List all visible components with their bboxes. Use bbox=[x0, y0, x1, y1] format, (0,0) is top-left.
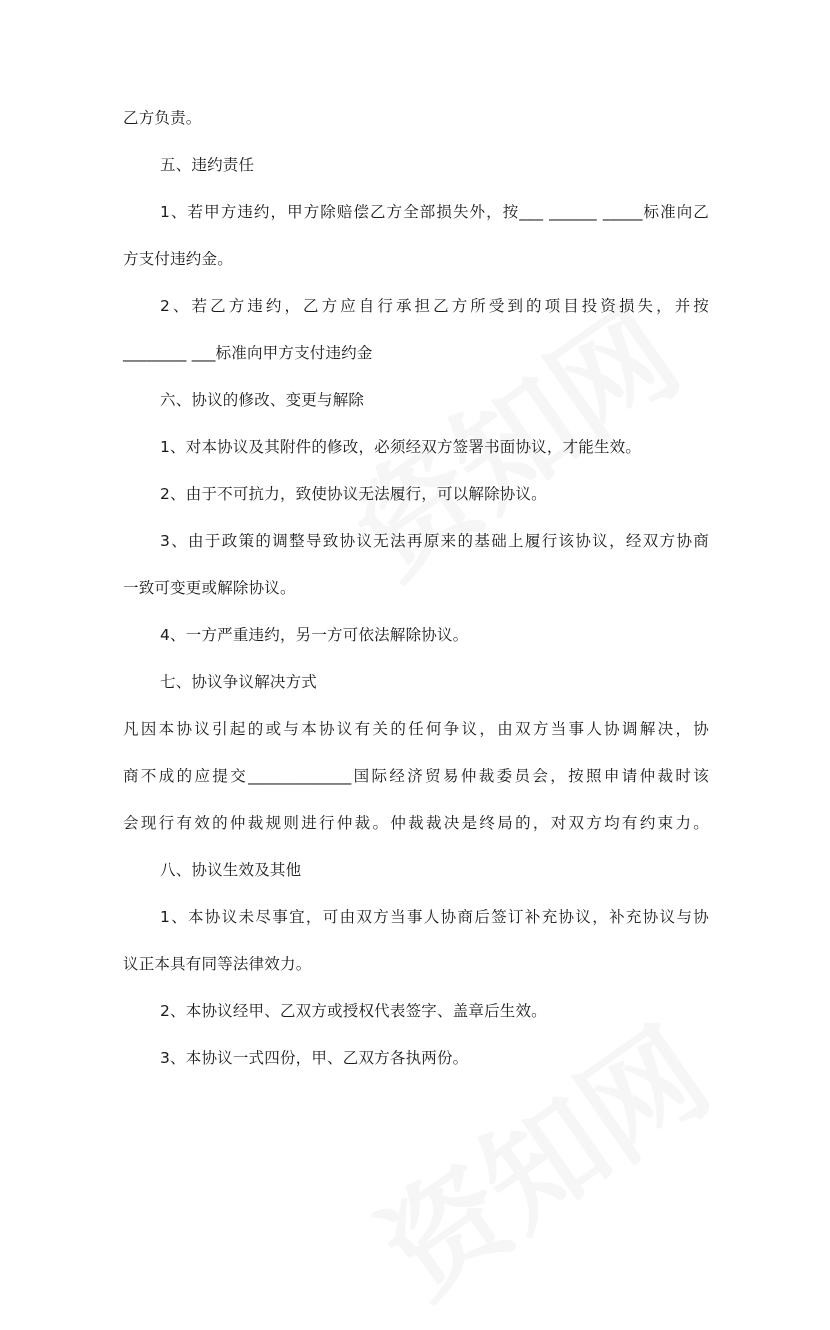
paragraph-line: 1、对本协议及其附件的修改，必须经双方签署书面协议，才能生效。 bbox=[160, 438, 642, 456]
paragraph-line: 议正本具有同等法律效力。 bbox=[123, 955, 312, 973]
paragraph-line: 2、本协议经甲、乙双方或授权代表签字、盖章后生效。 bbox=[160, 1002, 547, 1020]
paragraph-line: 4、一方严重违约，另一方可依法解除协议。 bbox=[160, 626, 469, 644]
section-heading: 八、协议生效及其他 bbox=[160, 861, 302, 879]
paragraph-line: 会现行有效的仲裁规则进行仲裁。仲裁裁决是终局的，对双方均有约束力。 bbox=[123, 814, 709, 832]
section-heading: 六、协议的修改、变更与解除 bbox=[160, 391, 365, 409]
paragraph-line: 3、本协议一式四份，甲、乙双方各执两份。 bbox=[160, 1049, 469, 1067]
paragraph-line: 1、本协议未尽事宜，可由双方当事人协商后签订补充协议，补充协议与协 bbox=[160, 908, 709, 926]
section-heading: 七、协议争议解决方式 bbox=[160, 673, 318, 691]
paragraph-line: 3、由于政策的调整导致协议无法再原来的基础上履行该协议，经双方协商 bbox=[160, 532, 709, 550]
paragraph-line: 2、由于不可抗力，致使协议无法履行，可以解除协议。 bbox=[160, 485, 547, 503]
paragraph-line: 乙方负责。 bbox=[123, 109, 202, 127]
paragraph-line: ________ ___标准向甲方支付违约金 bbox=[123, 344, 373, 362]
paragraph-line: 商不成的应提交_____________国际经济贸易仲裁委员会，按照申请仲裁时该 bbox=[123, 767, 709, 785]
paragraph-line: 凡因本协议引起的或与本协议有关的任何争议，由双方当事人协调解决，协 bbox=[123, 720, 709, 738]
paragraph-line: 方支付违约金。 bbox=[123, 250, 233, 268]
section-heading: 五、违约责任 bbox=[160, 156, 255, 174]
paragraph-line: 一致可变更或解除协议。 bbox=[123, 579, 296, 597]
paragraph-line: 2、若乙方违约，乙方应自行承担乙方所受到的项目投资损失，并按 bbox=[160, 297, 709, 315]
watermark-bottom bbox=[343, 982, 737, 1329]
paragraph-line: 1、若甲方违约，甲方除赔偿乙方全部损失外，按___ ______ _____标准向乙 bbox=[160, 203, 709, 221]
